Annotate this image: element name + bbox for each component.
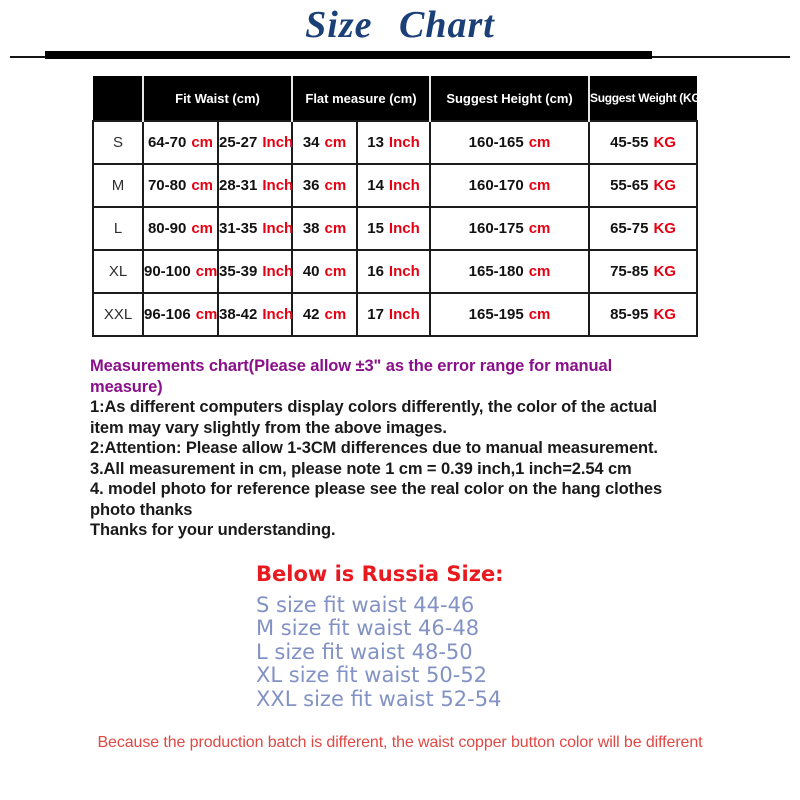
suggest-height-value: 160-165 xyxy=(468,134,524,151)
fit-waist-cm-cell xyxy=(143,207,218,250)
flat-measure-inch-value: 16 xyxy=(367,263,384,280)
note-line: 3.All measurement in cm, please note 1 cm = 0.39 inch,1 inch=2.54 cm xyxy=(90,459,632,478)
fit-waist-cm-unit: cm xyxy=(195,263,218,280)
fit-waist-cm-unit: cm xyxy=(191,177,214,194)
flat-measure-inch-cell xyxy=(357,207,430,250)
suggest-height-unit: cm xyxy=(528,263,551,280)
suggest-weight-cell xyxy=(589,293,697,336)
notes-section xyxy=(90,356,750,541)
fit-waist-inch-unit: Inch xyxy=(262,134,294,151)
fit-waist-cm-cell xyxy=(143,293,218,336)
flat-measure-cm-cell xyxy=(292,121,357,164)
production-batch-note: Because the production batch is different, the waist copper button color will be different xyxy=(97,734,703,751)
size-table-header xyxy=(93,76,705,121)
flat-measure-inch-value: 13 xyxy=(367,134,384,151)
size-label: S xyxy=(93,121,143,164)
suggest-weight-value: 75-85 xyxy=(610,263,649,280)
header-fit-waist: Fit Waist (cm) xyxy=(143,76,292,121)
flat-measure-inch-cell xyxy=(357,250,430,293)
measure-note-line: Measurements chart(Please allow ±3" as the error range for manual xyxy=(90,357,613,375)
suggest-height-cell xyxy=(430,121,589,164)
flat-measure-inch-cell xyxy=(357,121,430,164)
suggest-height-unit: cm xyxy=(528,306,551,323)
fit-waist-cm-value: 70-80 xyxy=(147,177,187,194)
fit-waist-cm-unit: cm xyxy=(191,134,214,151)
suggest-weight-unit: KG xyxy=(653,306,676,323)
fit-waist-inch-unit: Inch xyxy=(262,177,294,194)
flat-measure-cm-value: 34 xyxy=(302,134,320,151)
flat-measure-cm-unit: cm xyxy=(324,177,347,194)
russia-size-heading: Below is Russia Size: xyxy=(256,562,504,586)
size-label: M xyxy=(93,164,143,207)
flat-measure-cm-cell xyxy=(292,164,357,207)
flat-measure-cm-unit: cm xyxy=(324,306,347,323)
suggest-weight-value: 65-75 xyxy=(610,220,649,237)
russia-size-line: XXL size fit waist 52-54 xyxy=(256,686,502,711)
size-table-body xyxy=(93,121,697,336)
russia-size-section xyxy=(256,563,504,711)
header-size xyxy=(93,76,143,121)
header-suggest-height: Suggest Height (cm) xyxy=(430,76,589,121)
russia-size-line: S size fit waist 44-46 xyxy=(256,592,475,617)
flat-measure-inch-unit: Inch xyxy=(388,220,420,237)
suggest-weight-value: 45-55 xyxy=(610,134,649,151)
note-line: item may vary slightly from the above images. xyxy=(90,418,447,437)
flat-measure-cm-unit: cm xyxy=(324,263,347,280)
flat-measure-cm-cell xyxy=(292,293,357,336)
table-row xyxy=(93,293,697,336)
suggest-height-cell xyxy=(430,164,589,207)
note-line: 2:Attention: Please allow 1-3CM differences due to manual measurement. xyxy=(90,439,658,457)
fit-waist-cm-value: 80-90 xyxy=(147,220,187,237)
page-title: Size Chart xyxy=(305,4,495,46)
fit-waist-inch-value: 38-42 xyxy=(219,306,258,323)
fit-waist-inch-unit: Inch xyxy=(262,263,294,280)
table-row xyxy=(93,207,697,250)
flat-measure-inch-value: 14 xyxy=(367,177,384,194)
size-label: XXL xyxy=(93,293,143,336)
measure-note-line: measure) xyxy=(90,377,163,396)
flat-measure-inch-unit: Inch xyxy=(388,177,420,194)
flat-measure-cm-value: 36 xyxy=(302,177,320,194)
fit-waist-cm-value: 96-106 xyxy=(144,306,191,323)
note-line: photo thanks xyxy=(90,500,193,519)
fit-waist-cm-cell xyxy=(143,250,218,293)
suggest-height-unit: cm xyxy=(528,134,551,151)
russia-size-line: L size fit waist 48-50 xyxy=(256,639,473,664)
flat-measure-inch-cell xyxy=(357,164,430,207)
fit-waist-inch-cell xyxy=(218,293,292,336)
flat-measure-cm-cell xyxy=(292,250,357,293)
flat-measure-inch-value: 17 xyxy=(367,306,384,323)
note-line: 1:As different computers display colors differently, the color of the actual xyxy=(90,398,657,416)
fit-waist-inch-value: 28-31 xyxy=(219,177,258,194)
suggest-height-cell xyxy=(430,207,589,250)
suggest-height-value: 160-170 xyxy=(468,177,524,194)
suggest-weight-cell xyxy=(589,164,697,207)
fit-waist-inch-value: 31-35 xyxy=(219,220,258,237)
flat-measure-cm-value: 40 xyxy=(302,263,320,280)
flat-measure-inch-unit: Inch xyxy=(388,306,420,323)
fit-waist-cm-unit: cm xyxy=(191,220,214,237)
russia-size-line: M size fit waist 46-48 xyxy=(256,616,480,640)
fit-waist-inch-cell xyxy=(218,164,292,207)
fit-waist-inch-value: 25-27 xyxy=(219,134,258,151)
note-line: Thanks for your understanding. xyxy=(90,521,336,539)
flat-measure-inch-value: 15 xyxy=(367,220,384,237)
fit-waist-cm-unit: cm xyxy=(195,306,218,323)
fit-waist-cm-value: 64-70 xyxy=(147,134,187,151)
fit-waist-inch-cell xyxy=(218,207,292,250)
suggest-height-value: 165-195 xyxy=(468,306,524,323)
flat-measure-cm-value: 42 xyxy=(302,306,320,323)
header-row xyxy=(93,76,697,121)
flat-measure-cm-cell xyxy=(292,207,357,250)
table-row xyxy=(93,121,697,164)
suggest-weight-value: 55-65 xyxy=(610,177,649,194)
fit-waist-inch-unit: Inch xyxy=(262,306,294,323)
suggest-weight-unit: KG xyxy=(653,177,676,194)
size-table xyxy=(92,76,705,337)
suggest-weight-value: 85-95 xyxy=(610,306,649,323)
note-line: 4. model photo for reference please see the real color on the hang clothes xyxy=(90,480,663,498)
title-underline-thick xyxy=(45,51,652,59)
table-row xyxy=(93,164,697,207)
suggest-height-value: 160-175 xyxy=(468,220,524,237)
suggest-weight-cell xyxy=(589,121,697,164)
fit-waist-inch-unit: Inch xyxy=(262,220,294,237)
flat-measure-cm-unit: cm xyxy=(324,220,347,237)
fit-waist-inch-cell xyxy=(218,121,292,164)
fit-waist-inch-cell xyxy=(218,250,292,293)
fit-waist-cm-cell xyxy=(143,121,218,164)
suggest-height-value: 165-180 xyxy=(468,263,524,280)
table-row xyxy=(93,250,697,293)
flat-measure-cm-value: 38 xyxy=(302,220,320,237)
flat-measure-inch-unit: Inch xyxy=(388,263,420,280)
flat-measure-inch-unit: Inch xyxy=(388,134,420,151)
size-label: L xyxy=(93,207,143,250)
flat-measure-inch-cell xyxy=(357,293,430,336)
suggest-height-cell xyxy=(430,293,589,336)
fit-waist-cm-value: 90-100 xyxy=(144,263,191,280)
suggest-height-cell xyxy=(430,250,589,293)
suggest-height-unit: cm xyxy=(528,220,551,237)
fit-waist-cm-cell xyxy=(143,164,218,207)
suggest-weight-unit: KG xyxy=(653,220,676,237)
fit-waist-inch-value: 35-39 xyxy=(219,263,258,280)
russia-size-line: XL size fit waist 50-52 xyxy=(256,663,488,687)
flat-measure-cm-unit: cm xyxy=(324,134,347,151)
suggest-weight-unit: KG xyxy=(653,263,676,280)
suggest-weight-unit: KG xyxy=(653,134,676,151)
suggest-height-unit: cm xyxy=(528,177,551,194)
suggest-weight-cell xyxy=(589,250,697,293)
header-flat-measure: Flat measure (cm) xyxy=(292,76,430,121)
header-suggest-weight: Suggest Weight (KG) xyxy=(589,76,697,121)
suggest-weight-cell xyxy=(589,207,697,250)
size-label: XL xyxy=(93,250,143,293)
